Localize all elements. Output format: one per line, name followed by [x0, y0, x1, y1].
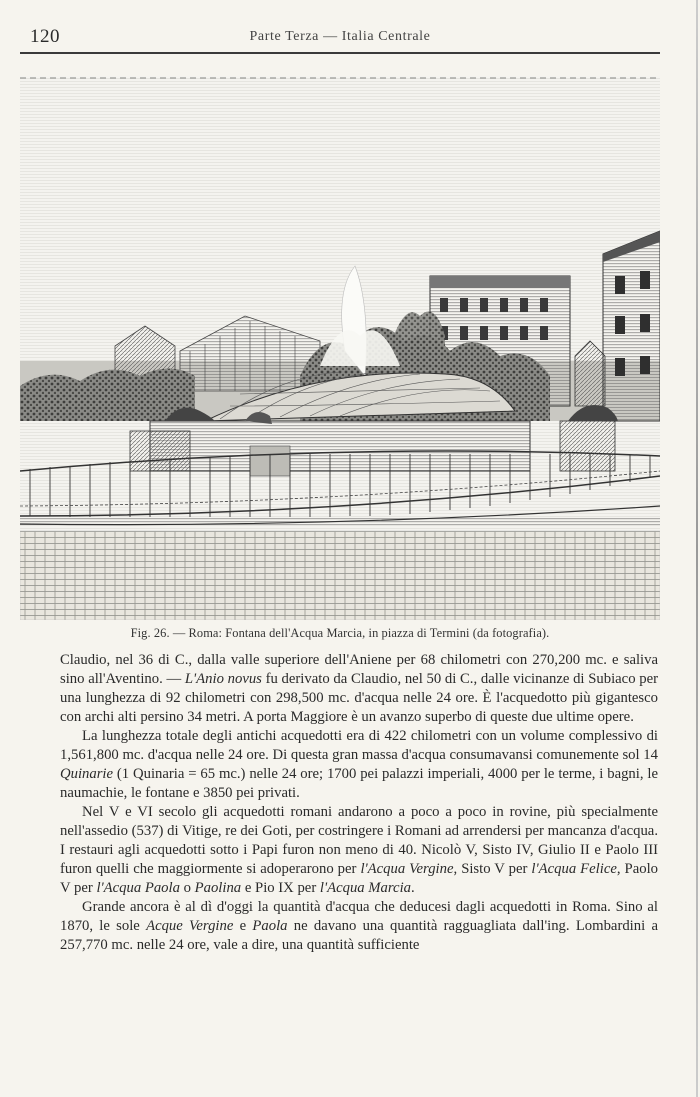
text-run: Nel V e VI secolo gli acquedotti romani andarono a poco a poco in rovine, più specialmente nell'assedio (537) di Vitige, re dei Goti, per costringere i Romani ad arrendersi per mancanza d'acqua. I restauri agli acquedotti sotto i Papi furon non meno di 40. Nicolò V, Sisto IV, Giulio II e Paolo III furon quelli che maggiormente si adoperarono per	[60, 804, 658, 877]
text-run-italic: L'Anio novus	[184, 671, 262, 687]
text-run: (1 Quinaria = 65 mc.) nelle 24 ore; 1700 pei palazzi imperiali, 4000 per le terme, i bagni, le naumachie, le fontane e 3850 pei privati.	[60, 766, 658, 801]
text-run-italic: Quinarie	[60, 766, 114, 782]
text-run: ne davano una quantità ragguagliata dall'ing. Lombardini a 257,770 mc. nelle 24 ore, vale a dire, una quantità sufficiente	[60, 918, 658, 953]
fountain-engraving	[20, 76, 660, 620]
text-run: Grande ancora è al dì d'oggi la quantità d'acqua che deducesi dagli acquedotti in Roma. Sino al 1870, le sole	[60, 899, 658, 934]
paragraph	[60, 651, 658, 727]
text-run-italic: l'Acqua Paola	[96, 880, 180, 896]
text-run: e Pio IX per	[241, 880, 320, 896]
running-title: Parte Terza — Italia Centrale	[249, 29, 431, 44]
text-run: Claudio, nel 36 di C., dalla valle superiore dell'Aniene per 68 chilometri con 270,200 mc. e saliva sino all'Aventino. —	[60, 652, 658, 687]
text-run: , Sisto V per	[453, 861, 532, 877]
text-run: .	[411, 880, 415, 896]
text-run-italic: l'Acqua Felice	[531, 861, 617, 877]
text-run-italic: Acque Vergine	[146, 918, 234, 934]
text-run-italic: Paolina	[194, 880, 242, 896]
text-run-italic: Paola	[252, 918, 288, 934]
text-run: , Paolo V per	[60, 861, 658, 896]
text-run: La lunghezza totale degli antichi acquedotti era di 422 chilometri con un volume complessivo di 1,561,800 mc. d'acqua nelle 24 ore. Di questa gran massa d'acqua consumavansi comunemente sol 14	[60, 728, 658, 763]
text-run: o	[179, 880, 195, 896]
paragraph	[60, 727, 658, 803]
text-run-italic: l'Acqua Vergine	[360, 861, 454, 877]
paragraph	[60, 803, 658, 898]
body-text	[60, 651, 658, 955]
text-run-italic: l'Acqua Marcia	[319, 880, 411, 896]
page-edge	[696, 0, 698, 1097]
page-header	[20, 24, 660, 54]
text-run: e	[233, 918, 253, 934]
paragraph	[60, 898, 658, 955]
figure-caption: Fig. 26. — Roma: Fontana dell'Acqua Marcia, in piazza di Termini (da fotografia).	[130, 626, 550, 640]
page-number: 120	[30, 26, 60, 47]
text-run: fu derivato da Claudio, nel 50 di C., dalle vicinanze di Subiaco per una lunghezza di 92 chilometri con 298,500 mc. d'acqua nelle 24 ore. È l'acquedotto più gigantesco con archi alti persino 34 metri. A porta Maggiore è un avanzo superbo di queste due ultime opere.	[60, 671, 658, 725]
